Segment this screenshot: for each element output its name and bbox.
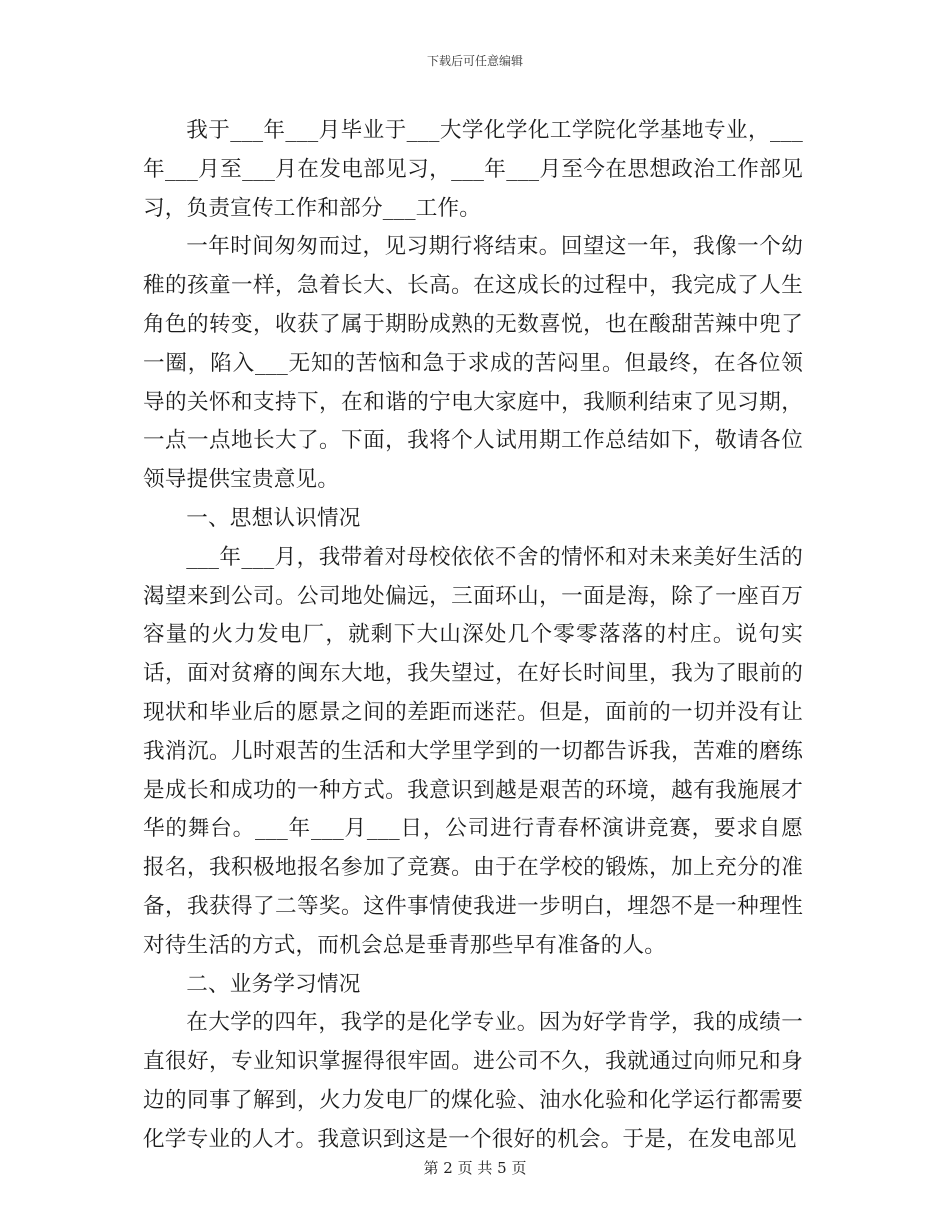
paragraph-overview: 一年时间匆匆而过，见习期行将结束。回望这一年，我像一个幼稚的孩童一样，急着长大、长高。在这成长的过程中，我完成了人生角色的转变，收获了属于期盼成熟的无数喜悦，也在酸甜苦辣中兜了一圈，陷入___无知的苦恼和急于求成的苦闷里。但最终，在各位领导的关怀和支持下，在和谐的宁电大家庭中，我顺利结束了见习期，一点一点地长大了。下面，我将个人试用期工作总结如下，敬请各位领导提供宝贵意见。	[143, 234, 803, 493]
document-body	[143, 112, 803, 1160]
page-footer: 第 2 页 共 5 页	[423, 1159, 527, 1177]
section-heading-study: 二、业务学习情况	[186, 971, 361, 997]
paragraph-study: 在大学的四年，我学的是化学专业。因为好学肯学，我的成绩一直很好，专业知识掌握得很牢固。进公司不久，我就通过向师兄和身边的同事了解到，火力发电厂的煤化验、油水化验和化学运行都需要化学专业的人才。我意识到这是一个很好的机会。于是，在发电部见	[143, 1010, 803, 1152]
page-header: 下载后可任意编辑	[426, 54, 523, 68]
paragraph-intro: 我于___年___月毕业于___大学化学化工学院化学基地专业，___年___月至___月在发电部见习，___年___月至今在思想政治工作部见习，负责宣传工作和部分___工作。	[143, 118, 803, 221]
section-heading-ideology: 一、思想认识情况	[186, 505, 361, 531]
paragraph-ideology: ___年___月，我带着对母校依依不舍的情怀和对未来美好生活的渴望来到公司。公司地处偏远，三面环山，一面是海，除了一座百万容量的火力发电厂，就剩下大山深处几个零零落落的村庄。说句实话，面对贫瘠的闽东大地，我失望过，在好长时间里，我为了眼前的现状和毕业后的愿景之间的差距而迷茫。但是，面前的一切并没有让我消沉。儿时艰苦的生活和大学里学到的一切都告诉我，苦难的磨练是成长和成功的一种方式。我意识到越是艰苦的环境，越有我施展才华的舞台。___年___月___日，公司进行青春杯演讲竞赛，要求自愿报名，我积极地报名参加了竞赛。由于在学校的锻炼，加上充分的准备，我获得了二等奖。这件事情使我进一步明白，埋怨不是一种理性对待生活的方式，而机会总是垂青那些早有准备的人。	[143, 544, 803, 958]
